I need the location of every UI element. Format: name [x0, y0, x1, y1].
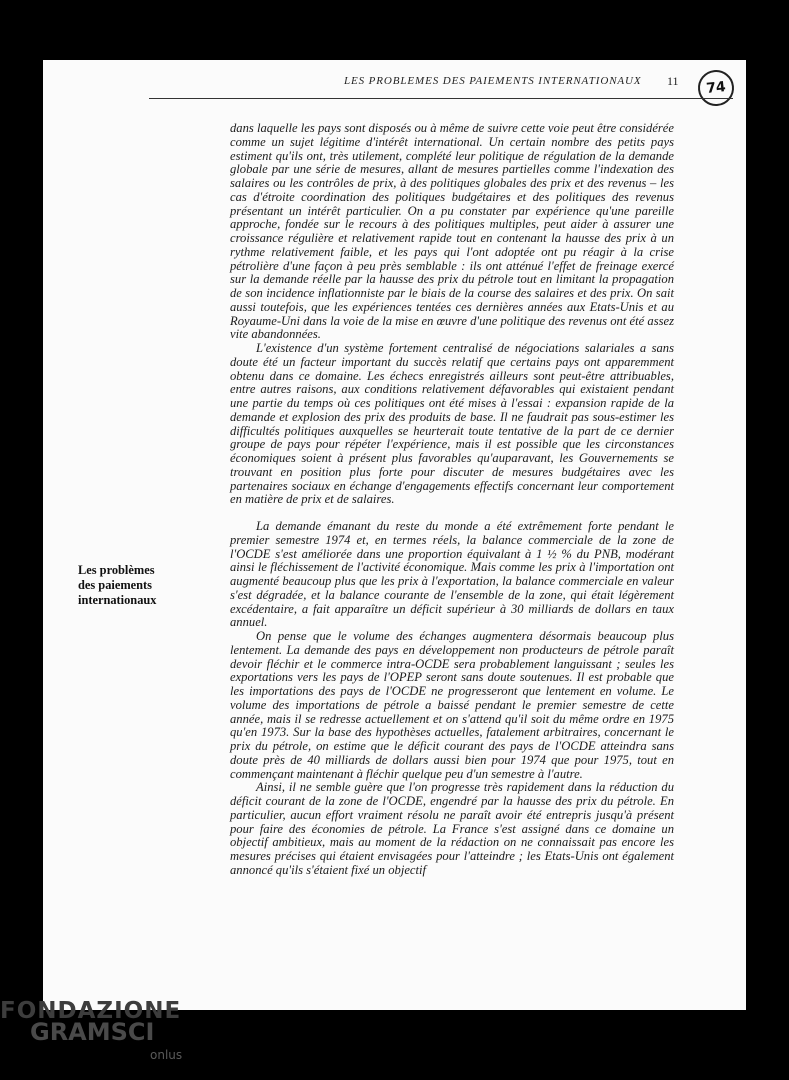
document-page [43, 60, 746, 1010]
header-rule [149, 98, 733, 99]
watermark-line: GRAMSCI [30, 1018, 155, 1046]
section-heading [78, 563, 208, 608]
paragraph: Ainsi, il ne semble guère que l'on progresse très rapidement dans la réduction du déficit courant de la zone de l'OCDE, engendré par la hausse des prix du pétrole. En particulier, aucun effort vraiment résolu ne paraît avoir été entrepris jusqu'à présent pour faire des économies de pétrole. La France s'est assigné dans ce domaine un objectif ambitieux, mais au moment de la rédaction on ne connaissait pas encore les mesures précises qui étaient envisagées pour l'atteindre ; les Etats-Unis ont également annoncé qu'ils s'étaient fixé un objectif [230, 780, 674, 877]
watermark-line: FONDAZIONE [0, 998, 182, 1024]
section-heading-line: des paiements [78, 578, 152, 592]
section-heading-line: internationaux [78, 593, 157, 607]
paragraph: On pense que le volume des échanges augmentera désormais beaucoup plus lentement. La demande des pays en développement non producteurs de pétrole paraît devoir fléchir et le commerce intra-OCDE sera probablement languissant ; seules les exportations vers les pays de l'OPEP seront sans doute soutenues. Il est probable que les importations des pays de l'OCDE ne progresseront que lentement en volume. Le volume des importations de pétrole a baissé pendant le premier semestre de cette année, mais il se redresse actuellement et on s'attend qu'il soit du même ordre en 1975 qu'en 1973. Sur la base des hypothèses actuelles, fatalement arbitraires, concernant le prix du pétrole, on estime que le déficit courant des pays de l'OCDE atteindra sans doute près de 40 milliards de dollars aussi bien pour 1974 que pour 1975, tout en commençant maintenant à fléchir quelque peu d'un semestre à l'autre. [230, 629, 674, 781]
paragraph: dans laquelle les pays sont disposés ou à même de suivre cette voie peut être considérée comme un sujet légitime d'intérêt international. Un certain nombre des petits pays estiment qu'ils ont, très utilement, complété leur politique de régulation de la demande globale par une série de mesures, allant de mesures partielles comme l'indexation des salaires ou les contrôles de prix, à des politiques globales des prix et des revenus – les cas d'étroite coordination des politiques budgétaires et des politiques des revenus présentant un intérêt particulier. On a pu constater par expérience qu'une pareille approche, fondée sur le recours à des politiques multiples, peut aider à assurer une croissance régulière et relativement rapide tout en contenant la hausse des prix à un rythme relativement faible, et les pays qui l'ont adoptée ont pu réagir à la crise pétrolière d'une façon à peu près semblable : ils ont atténué l'effet de freinage exercé sur la demande réelle par la hausse des prix du pétrole tout en limitant la propagation de son incidence inflationniste par le biais de la course des salaires et des prix. On sait aussi toutefois, que les expériences tentées ces dernières années aux Etats-Unis et au Royaume-Uni dans la voie de la mise en œuvre d'une politique des revenus ont été assez vite abandonnées. [230, 121, 674, 342]
handwritten-page-mark: 74 [696, 68, 736, 108]
body-text [230, 122, 674, 878]
section-heading-line: Les problèmes [78, 563, 155, 577]
paragraph: L'existence d'un système fortement centralisé de négociations salariales a sans doute été un facteur important du succès relatif que certains pays ont apparemment obtenu dans ce domaine. Les échecs enregistrés ailleurs sont peut-être attribuables, entre autres raisons, aux conditions relativement défavorables qui existaient pendant une partie du temps où ces politiques ont été mises à l'essai : expansion rapide de la demande et explosion des prix des produits de base. Il ne faudrait pas sous-estimer les difficultés politiques auxquelles se heurterait toute tentative de la part de ce dernier groupe de pays pour répéter l'expérience, mais il est possible que les circonstances économiques soient à présent plus favorables qu'auparavant, les Gouvernements se trouvant en position plus forte pour discuter de mesures budgétaires avec les partenaires sociaux en échange d'engagements effectifs concernant leur comportement en matière de prix et de salaires. [230, 341, 674, 507]
watermark-line: onlus [150, 1048, 183, 1062]
paragraph: La demande émanant du reste du monde a été extrêmement forte pendant le premier semestre 1974 et, en termes réels, la balance commerciale de la zone de l'OCDE s'est améliorée dans une proportion équivalant à 1 ½ % du PNB, modérant ainsi le fléchissement de l'activité économique. Mais comme les prix à l'importation ont augmenté beaucoup plus que les prix à l'exportation, la balance commerciale en valeur s'est dégradée, et la balance courante de l'ensemble de la zone, qui était légèrement excédentaire, a fait apparaître un déficit supérieur à 30 milliards de dollars en taux annuel. [230, 519, 674, 630]
page-number: 11 [667, 74, 679, 88]
running-header: LES PROBLEMES DES PAIEMENTS INTERNATIONAUX [344, 75, 642, 87]
